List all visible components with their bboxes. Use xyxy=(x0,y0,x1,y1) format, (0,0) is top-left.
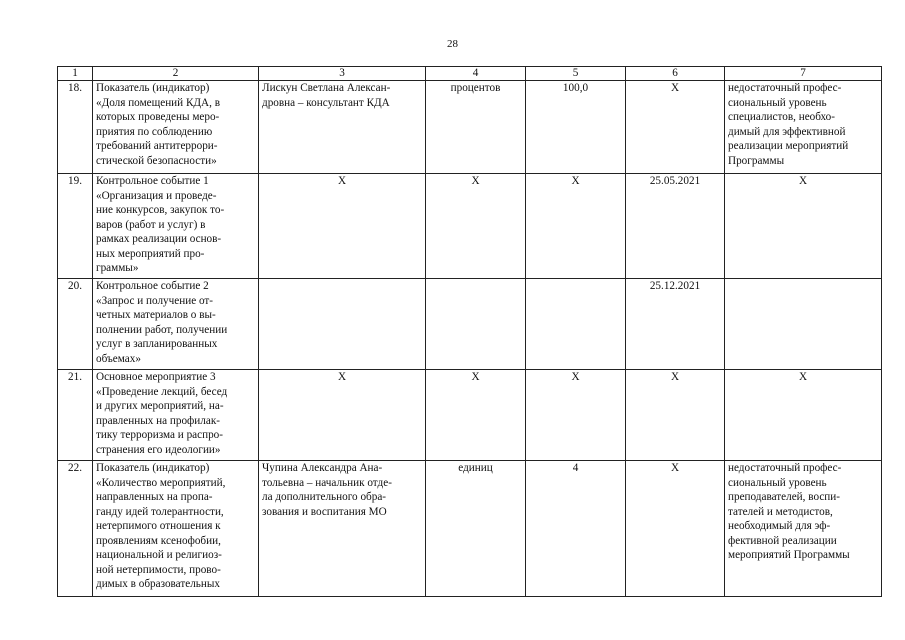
date-cell: Х xyxy=(626,370,725,461)
unit-cell: единиц xyxy=(426,461,526,597)
note-cell: недостаточный профес- сиональный уровень специалистов, необхо- димый для эффективной реализации мероприятий Программы xyxy=(725,81,882,174)
column-header: 6 xyxy=(626,67,725,81)
table-row xyxy=(58,461,882,597)
table-row xyxy=(58,174,882,279)
table-row xyxy=(58,279,882,370)
responsible-person: Лискун Светлана Алексан- дровна – консультант КДА xyxy=(259,81,426,174)
row-number: 22. xyxy=(58,461,93,597)
indicator-name: Контрольное событие 1 «Организация и проведе- ние конкурсов, закупок то- варов (работ и услуг) в рамках реализации основ- ных мероприятий про- граммы» xyxy=(93,174,259,279)
indicator-name: Контрольное событие 2 «Запрос и получение от- четных материалов о вы- полнении работ, получении услуг в запланированных объемах» xyxy=(93,279,259,370)
value-cell xyxy=(526,279,626,370)
table-row xyxy=(58,370,882,461)
date-cell: Х xyxy=(626,81,725,174)
date-cell: 25.12.2021 xyxy=(626,279,725,370)
note-cell: Х xyxy=(725,370,882,461)
column-header: 2 xyxy=(93,67,259,81)
date-cell: 25.05.2021 xyxy=(626,174,725,279)
table-row xyxy=(58,81,882,174)
unit-cell: Х xyxy=(426,370,526,461)
responsible-person: Х xyxy=(259,174,426,279)
value-cell: 100,0 xyxy=(526,81,626,174)
note-cell: Х xyxy=(725,174,882,279)
column-header: 7 xyxy=(725,67,882,81)
date-cell: Х xyxy=(626,461,725,597)
page-number: 28 xyxy=(447,38,458,50)
column-header: 4 xyxy=(426,67,526,81)
unit-cell: Х xyxy=(426,174,526,279)
responsible-person xyxy=(259,279,426,370)
indicator-name: Основное мероприятие 3 «Проведение лекций, бесед и других мероприятий, на- правленных на профилак- тику терроризма и распро- странения его идеологии» xyxy=(93,370,259,461)
value-cell: Х xyxy=(526,174,626,279)
row-number: 19. xyxy=(58,174,93,279)
value-cell: Х xyxy=(526,370,626,461)
row-number: 18. xyxy=(58,81,93,174)
responsible-person: Х xyxy=(259,370,426,461)
row-number: 21. xyxy=(58,370,93,461)
unit-cell xyxy=(426,279,526,370)
note-cell xyxy=(725,279,882,370)
column-header: 1 xyxy=(58,67,93,81)
row-number: 20. xyxy=(58,279,93,370)
indicator-name: Показатель (индикатор) «Доля помещений КДА, в которых проведены меро- приятия по соблюдению требований антитеррори- стической безопасности» xyxy=(93,81,259,174)
program-table xyxy=(57,66,882,597)
column-header: 5 xyxy=(526,67,626,81)
indicator-name: Показатель (индикатор) «Количество мероприятий, направленных на пропа- ганду идей толерантности, нетерпимого отношения к проявлениям ксенофобии, национальной и религиоз- ной нетерпимости, прово- димых в образовательных xyxy=(93,461,259,597)
unit-cell: процентов xyxy=(426,81,526,174)
column-header: 3 xyxy=(259,67,426,81)
value-cell: 4 xyxy=(526,461,626,597)
note-cell: недостаточный профес- сиональный уровень преподавателей, воспи- тателей и методистов, необходимый для эф- фективной реализации мероприятий Программы xyxy=(725,461,882,597)
header-row xyxy=(58,67,882,81)
responsible-person: Чупина Александра Ана- тольевна – начальник отде- ла дополнительного обра- зования и воспитания МО xyxy=(259,461,426,597)
